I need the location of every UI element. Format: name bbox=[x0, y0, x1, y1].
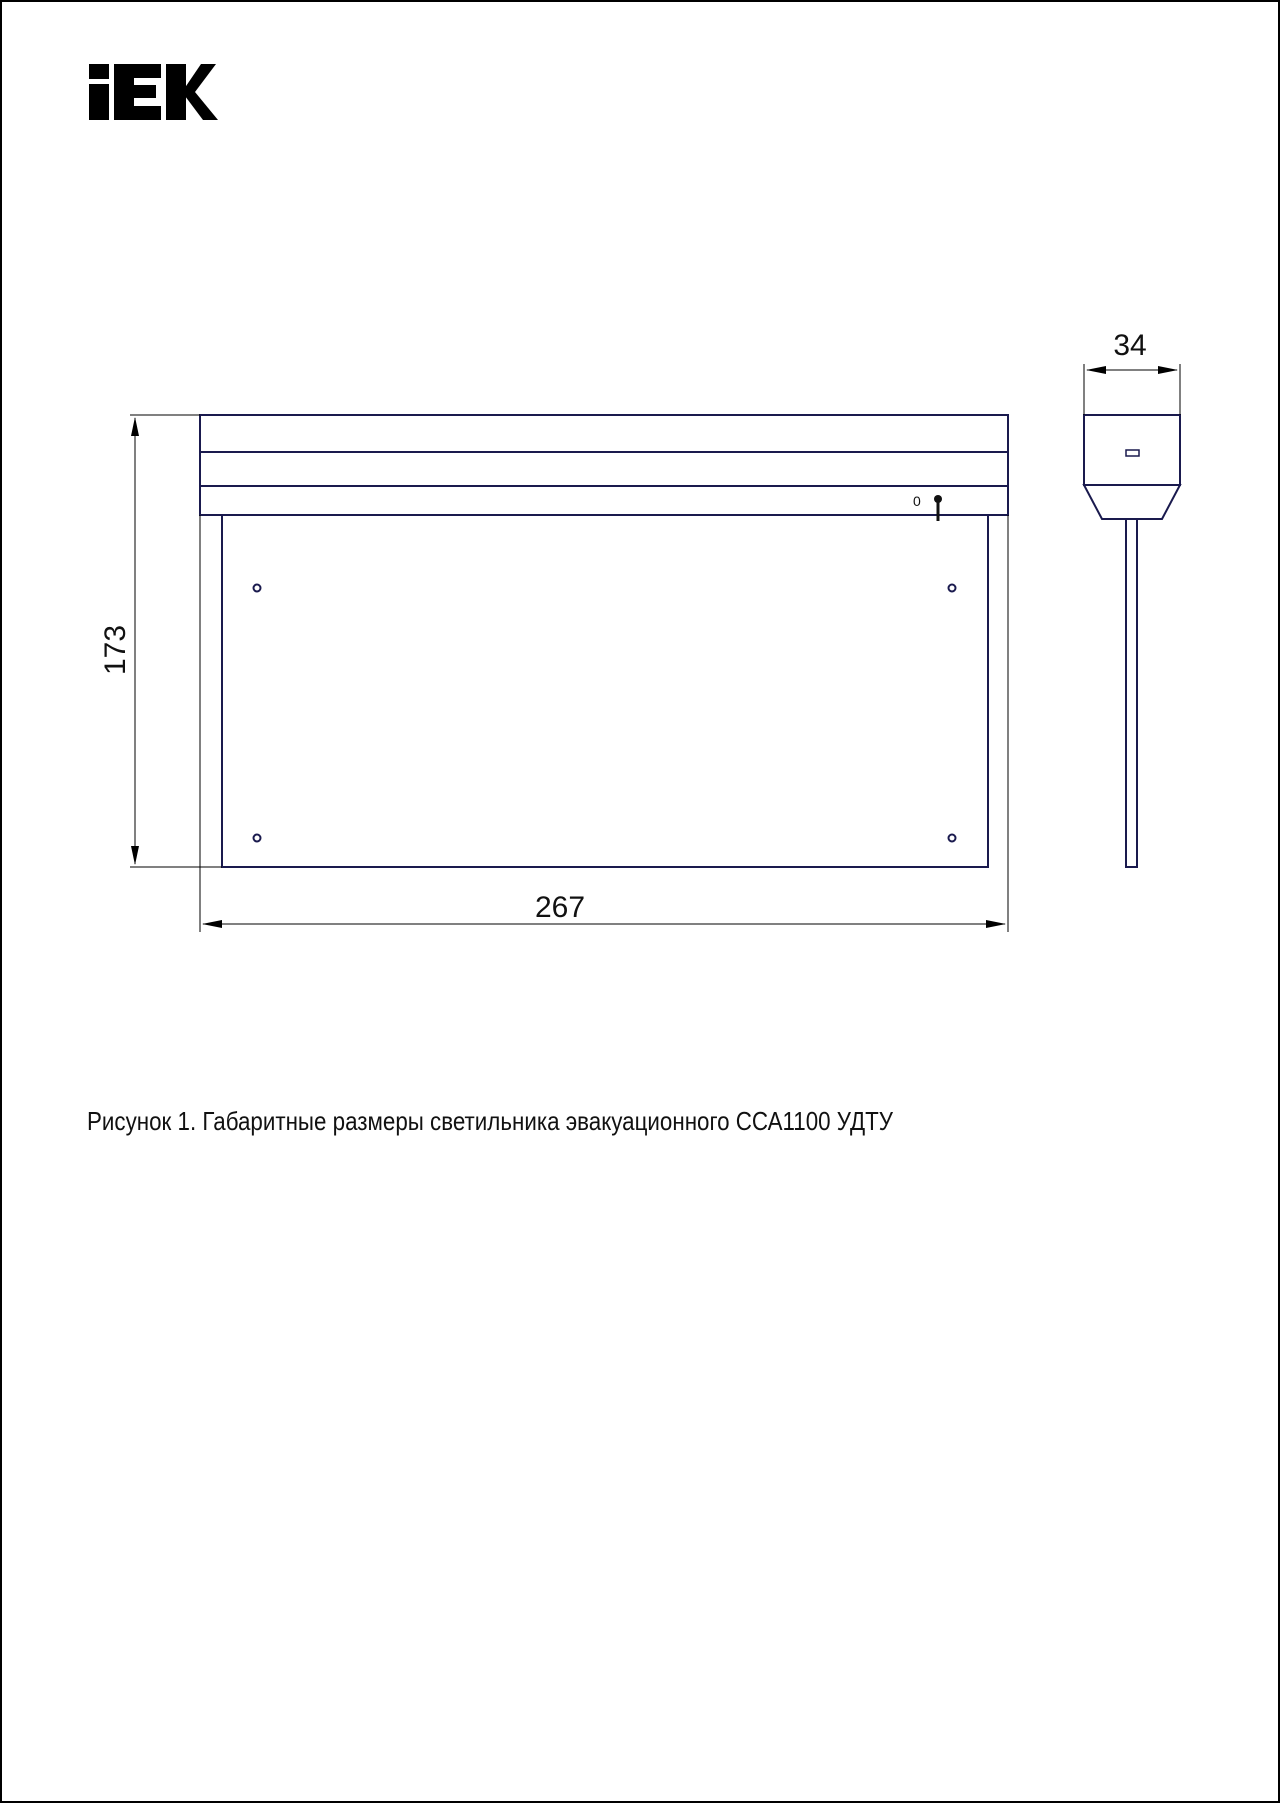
technical-drawing bbox=[2, 2, 1280, 1805]
housing-top bbox=[200, 415, 1008, 515]
front-view bbox=[200, 415, 1008, 867]
arrow-head-icon bbox=[986, 920, 1006, 928]
height-dimension bbox=[130, 415, 222, 867]
switch-label: 0 bbox=[913, 493, 921, 509]
iek-logo bbox=[89, 64, 218, 120]
arrow-head-icon bbox=[131, 417, 139, 436]
arrow-head-icon bbox=[131, 846, 139, 865]
arrow-head-icon bbox=[1086, 366, 1106, 374]
side-view bbox=[1084, 415, 1180, 867]
depth-dimension bbox=[1084, 364, 1180, 415]
side-bracket bbox=[1084, 485, 1180, 519]
mounting-hole bbox=[254, 835, 261, 842]
mounting-hole bbox=[254, 585, 261, 592]
height-label: 173 bbox=[99, 624, 132, 676]
sign-panel bbox=[222, 515, 988, 867]
mounting-hole bbox=[949, 585, 956, 592]
figure-caption: Рисунок 1. Габаритные размеры светильника эвакуационного ССА1100 УДТУ bbox=[87, 1106, 894, 1136]
side-panel bbox=[1126, 519, 1137, 867]
switch-lever-icon bbox=[937, 499, 940, 521]
depth-label: 34 bbox=[1113, 329, 1147, 362]
mounting-hole bbox=[949, 835, 956, 842]
width-dimension bbox=[200, 515, 1008, 932]
arrow-head-icon bbox=[202, 920, 222, 928]
width-label: 267 bbox=[534, 891, 586, 924]
side-indicator bbox=[1126, 450, 1139, 456]
switch bbox=[913, 493, 942, 521]
arrow-head-icon bbox=[1158, 366, 1178, 374]
